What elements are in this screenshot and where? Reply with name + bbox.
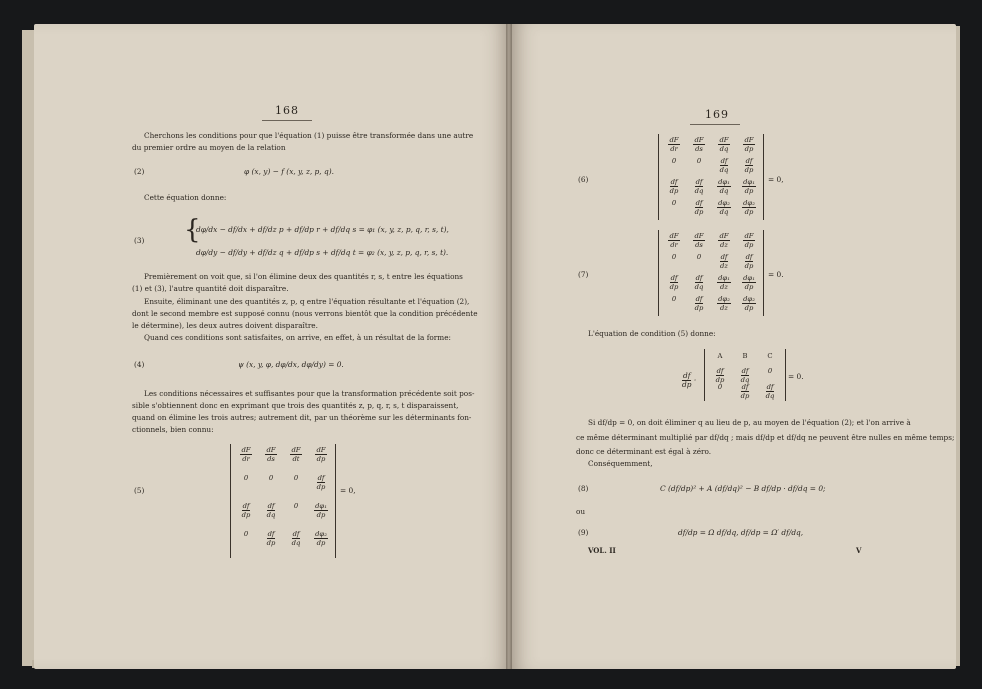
equation-7-tail: = 0. [768, 270, 784, 279]
left-paragraph-3-line-2: (1) et (3), l'autre quantité doit disparaître. [132, 284, 289, 293]
det-cell: 0 [671, 295, 677, 303]
left-paragraph-3-line-1: Premièrement on voit que, si l'on élimine deux des quantités r, s, t entre les équations [144, 272, 463, 281]
det-cell: $\frac{df}{dq}$ [694, 274, 704, 291]
left-paragraph-4-line-1: Ensuite, éliminant une des quantités z, p, q entre l'équation résultante et l'équation (2), [144, 297, 470, 306]
det-cell: $\frac{df}{dp}$ [669, 274, 679, 291]
det-cell: $\frac{dF}{dq}$ [719, 136, 729, 153]
det-cell: $\frac{dF}{dr}$ [669, 136, 679, 153]
det-cell: $\frac{df}{dq}$ [266, 502, 276, 519]
det-cell: 0 [671, 253, 677, 261]
equation-4: ψ (x, y, φ, dφ/dx, dφ/dy) = 0. [238, 360, 344, 369]
right-header-rule [690, 124, 740, 125]
det-cell: $\frac{\text{dφ₂}}{dp}$ [743, 199, 755, 216]
det-8-determinant [704, 349, 786, 401]
det-cell: $\frac{dF}{dr}$ [241, 446, 251, 463]
det-head-cell: B [742, 352, 748, 360]
left-paragraph-5: Quand ces conditions sont satisfaites, on arrive, en effet, à un résultat de la forme: [144, 333, 451, 342]
equation-3-line-b: dφ/dy − df/dy + df/dz q + df/dp s + df/dq t = φ₂ (x, y, z, p, q, r, s, t). [196, 248, 449, 257]
left-paragraph-1-line-2: du premier ordre au moyen de la relation [132, 143, 286, 152]
det-cell: 0 [293, 502, 299, 510]
det-cell: $\frac{df}{dp}$ [316, 474, 326, 491]
left-page-number: 168 [275, 104, 299, 117]
det-cell: $\frac{df}{dp}$ [740, 383, 750, 400]
det-cell: $\frac{df}{dq}$ [694, 178, 704, 195]
equation-6-tail: = 0, [768, 175, 784, 184]
det-cell: 0 [243, 530, 249, 538]
left-paragraph-6-line-2: sible s'obtiennent donc en exprimant que trois des quantités z, p, q, r, s, t disparaissent, [132, 401, 459, 410]
det-cell: $\frac{df}{dp}$ [241, 502, 251, 519]
det-cell: $\frac{df}{dq}$ [291, 530, 301, 547]
equation-7-cells [659, 230, 763, 316]
right-paragraph-2-line-2: ce même déterminant multiplié par df/dq ; mais df/dp et df/dq ne peuvent être nulles en même temps; [576, 433, 955, 442]
det-cell: $\frac{df}{dq}$ [740, 367, 750, 384]
det-cell: $\frac{dF}{dp}$ [316, 446, 326, 463]
det-cell: $\frac{\text{dφ₁}}{dp}$ [315, 502, 327, 519]
equation-8-number: (8) [578, 484, 589, 493]
right-ou: ou [576, 507, 586, 516]
det-8-tail: = 0. [788, 372, 804, 381]
left-page [34, 24, 510, 669]
det-cell: $\frac{df}{dp}$ [669, 178, 679, 195]
left-paragraph-1-line-1: Cherchons les conditions pour que l'équation (1) puisse être transformée dans une autre [144, 131, 474, 140]
det-cell: 0 [268, 474, 274, 482]
det-cell: $\frac{dF}{ds}$ [266, 446, 276, 463]
det-head-cell: C [767, 352, 773, 360]
equation-5-cells [231, 444, 335, 558]
right-page [510, 24, 956, 669]
equation-3-number: (3) [134, 236, 145, 245]
det-cell: $\frac{df}{dq}$ [719, 157, 729, 174]
equation-5-determinant [230, 444, 336, 558]
equation-6-number: (6) [578, 175, 589, 184]
left-paragraph-6-line-1: Les conditions nécessaires et suffisantes pour que la transformation précédente soit pos- [144, 389, 475, 398]
det-head-cell: A [717, 352, 723, 360]
det-cell: $\frac{dF}{dp}$ [744, 232, 754, 249]
footer-signature: V [856, 546, 862, 555]
det-cell: 0 [696, 253, 702, 261]
left-header-rule [262, 120, 312, 121]
det-cell: $\frac{df}{dp}$ [266, 530, 276, 547]
right-paragraph-3: Conséquemment, [588, 459, 653, 468]
det-cell: $\frac{\text{dφ₂}}{dp}$ [315, 530, 327, 547]
equation-4-number: (4) [134, 360, 145, 369]
equation-9-number: (9) [578, 528, 589, 537]
det-cell: $\frac{\text{dφ₂}}{dq}$ [718, 199, 730, 216]
equation-7-number: (7) [578, 270, 589, 279]
equation-2: φ (x, y) − f (x, y, z, p, q). [244, 167, 334, 176]
left-paragraph-4-line-3: le détermine), les deux autres doivent disparaître. [132, 321, 318, 330]
det-cell: 0 [696, 157, 702, 165]
left-paragraph-6-line-4: ctionnels, bien connu: [132, 425, 214, 434]
det-cell: 0 [243, 474, 249, 482]
det-cell: $\frac{df}{dp}$ [744, 253, 754, 270]
det-cell: $\frac{df}{dq}$ [765, 383, 775, 400]
equation-3-line-a: dφ/dx − df/dx + df/dz p + df/dp r + df/dq s = φ₁ (x, y, z, p, q, r, s, t), [196, 225, 449, 234]
equation-6-determinant [658, 134, 764, 220]
det-cell: $\frac{\text{dφ₁}}{dz}$ [718, 274, 730, 291]
det-cell: $\frac{dF}{ds}$ [694, 136, 704, 153]
det-cell: 0 [717, 383, 723, 391]
det-cell: $\frac{dF}{dt}$ [291, 446, 301, 463]
right-paragraph-2-line-1: Si df/dp = 0, on doit éliminer q au lieu de p, au moyen de l'équation (2); et l'on arrive à [588, 418, 911, 427]
right-paragraph-1: L'équation de condition (5) donne: [588, 329, 716, 338]
det-cell: $\frac{dF}{dz}$ [719, 232, 729, 249]
det-cell: $\frac{\text{dφ₂}}{dz}$ [718, 295, 730, 312]
equation-6-cells [659, 134, 763, 220]
footer-volume: VOL. II [588, 546, 616, 555]
det-cell: 0 [671, 199, 677, 207]
equation-3-brace: { [184, 215, 201, 245]
left-paragraph-6-line-3: quand on élimine les trois autres; autrement dit, par un théorème sur les déterminants fon- [132, 413, 472, 422]
right-page-number: 169 [705, 108, 729, 121]
det-cell: $\frac{\text{dφ₁}}{dp}$ [743, 178, 755, 195]
det-cell: $\frac{df}{dz}$ [720, 253, 728, 270]
det-cell: $\frac{\text{dφ₁}}{dq}$ [718, 178, 730, 195]
det-cell: 0 [767, 367, 773, 375]
book-gutter [506, 24, 512, 669]
left-paragraph-2: Cette équation donne: [144, 193, 227, 202]
equation-8: C (df/dp)² + A (df/dq)² − B df/dp · df/dq = 0; [660, 484, 826, 493]
det-cell: $\frac{df}{dp}$ [694, 295, 704, 312]
det-cell: 0 [671, 157, 677, 165]
equation-9: df/dp = Ω df/dq, df/dp = Ω′ df/dq, [678, 528, 804, 537]
det-cell: $\frac{df}{dp}$ [715, 367, 725, 384]
det-cell: $\frac{dF}{dp}$ [744, 136, 754, 153]
right-paragraph-2-line-3: donc ce déterminant est égal à zéro. [576, 447, 712, 456]
equation-5-number: (5) [134, 486, 145, 495]
det-cell: 0 [293, 474, 299, 482]
open-book-spread [22, 24, 960, 669]
det-cell: $\frac{df}{dp}$ [744, 157, 754, 174]
det-cell: $\frac{\text{dφ₁}}{dp}$ [743, 274, 755, 291]
left-paragraph-4-line-2: dont le second membre est supposé connu (nous verrons bientôt que la condition précédente [132, 309, 478, 318]
det-cell: $\frac{df}{dp}$ [694, 199, 704, 216]
equation-2-number: (2) [134, 167, 145, 176]
det-cell: $\frac{dF}{ds}$ [694, 232, 704, 249]
det-8-left-factor: $\frac{df}{dp}$ · [682, 371, 697, 389]
equation-7-determinant [658, 230, 764, 316]
equation-5-tail: = 0, [340, 486, 356, 495]
det-cell: $\frac{\text{dφ₂}}{dp}$ [743, 295, 755, 312]
det-cell: $\frac{dF}{dr}$ [669, 232, 679, 249]
det-8-cells [705, 349, 785, 401]
